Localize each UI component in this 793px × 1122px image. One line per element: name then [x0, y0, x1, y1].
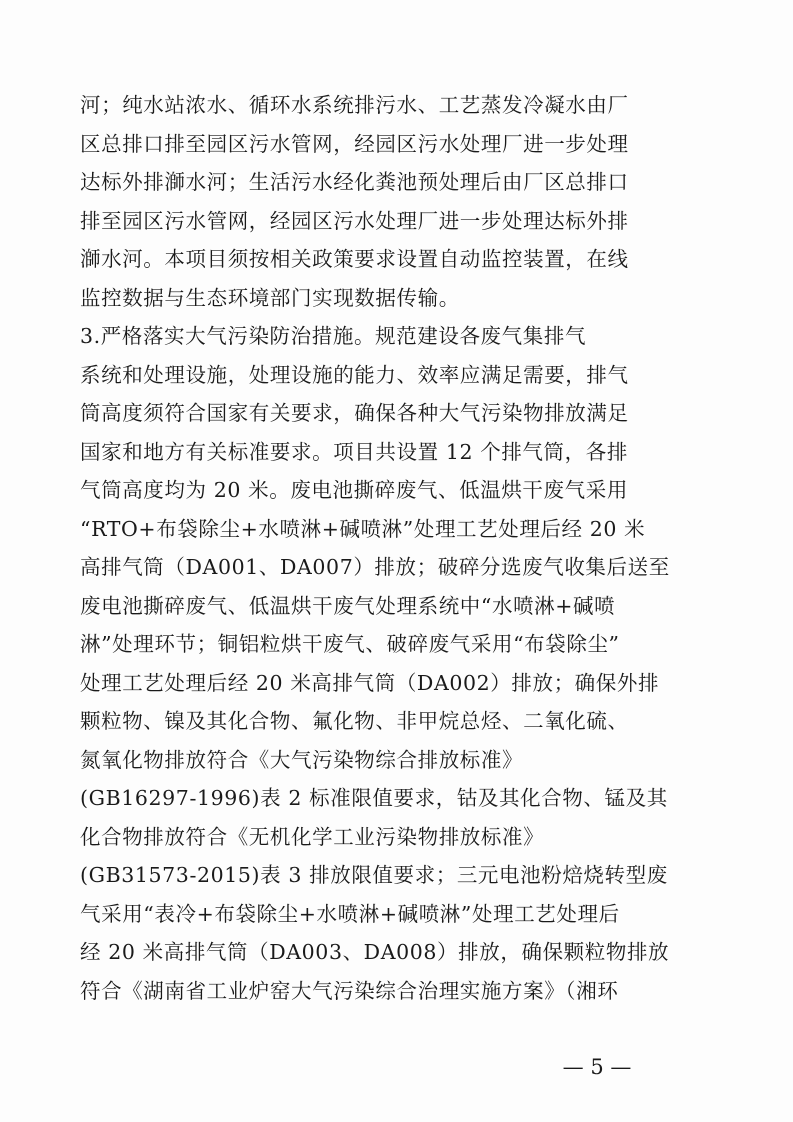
text-line: 系统和处理设施，处理设施的能力、效率应满足需要，排气 — [80, 362, 629, 387]
text-line: 处理工艺处理后经 20 米高排气筒（DA002）排放；确保外排 — [80, 670, 660, 695]
text-line: 监控数据与生态环境部门实现数据传输。 — [80, 285, 460, 310]
text-line: 颗粒物、镍及其化合物、氟化物、非甲烷总烃、二氧化硫、 — [80, 709, 629, 733]
text-line: 溮水河。本项目须按相关政策要求设置自动监控装置，在线 — [80, 247, 629, 271]
text-line: 氮氧化物排放符合《大气污染物综合排放标准》 — [80, 747, 524, 772]
text-line: 排至园区污水管网，经园区污水处理厂进一步处理达标外排 — [80, 208, 629, 233]
text-line: 达标外排溮水河；生活污水经化粪池预处理后由厂区总排口 — [80, 170, 629, 194]
text-line: 气采用“表冷+布袋除尘+水喷淋+碱喷淋”处理工艺处理后 — [80, 901, 620, 926]
page-number: — 5 — — [562, 1055, 632, 1079]
text-line: 国家和地方有关标准要求。项目共设置 12 个排气筒，各排 — [80, 439, 628, 464]
text-line: 淋”处理环节；铜铝粒烘干废气、破碎废气采用“布袋除尘” — [80, 632, 620, 656]
body-text — [80, 86, 730, 1010]
text-line: 区总排口排至园区污水管网，经园区污水处理厂进一步处理 — [80, 131, 629, 156]
text-line: 废电池撕碎废气、低温烘干废气处理系统中“水喷淋+碱喷 — [80, 593, 616, 618]
text-line: 气筒高度均为 20 米。废电池撕碎废气、低温烘干废气采用 — [80, 478, 628, 502]
text-line: (GB31573-2015)表 3 排放限值要求；三元电池粉焙烧转型废 — [80, 863, 668, 887]
text-line: 符合《湖南省工业炉窑大气污染综合治理实施方案》（湘环 — [80, 978, 619, 1003]
text-line: “RTO+布袋除尘+水喷淋+碱喷淋”处理工艺处理后经 20 米 — [80, 516, 646, 541]
text-line: 化合物排放符合《无机化学工业污染物排放标准》 — [80, 824, 545, 849]
text-line: 3.严格落实大气污染防治措施。规范建设各废气集排气 — [80, 324, 587, 348]
text-line: 河；纯水站浓水、循环水系统排污水、工艺蒸发冷凝水由厂 — [80, 93, 629, 117]
text-line: 经 20 米高排气筒（DA003、DA008）排放，确保颗粒物排放 — [80, 940, 670, 964]
text-line: 筒高度须符合国家有关要求，确保各种大气污染物排放满足 — [80, 401, 629, 425]
text-line: 高排气筒（DA001、DA007）排放；破碎分选废气收集后送至 — [80, 555, 670, 579]
text-line: (GB16297-1996)表 2 标准限值要求，钴及其化合物、锰及其 — [80, 786, 668, 810]
